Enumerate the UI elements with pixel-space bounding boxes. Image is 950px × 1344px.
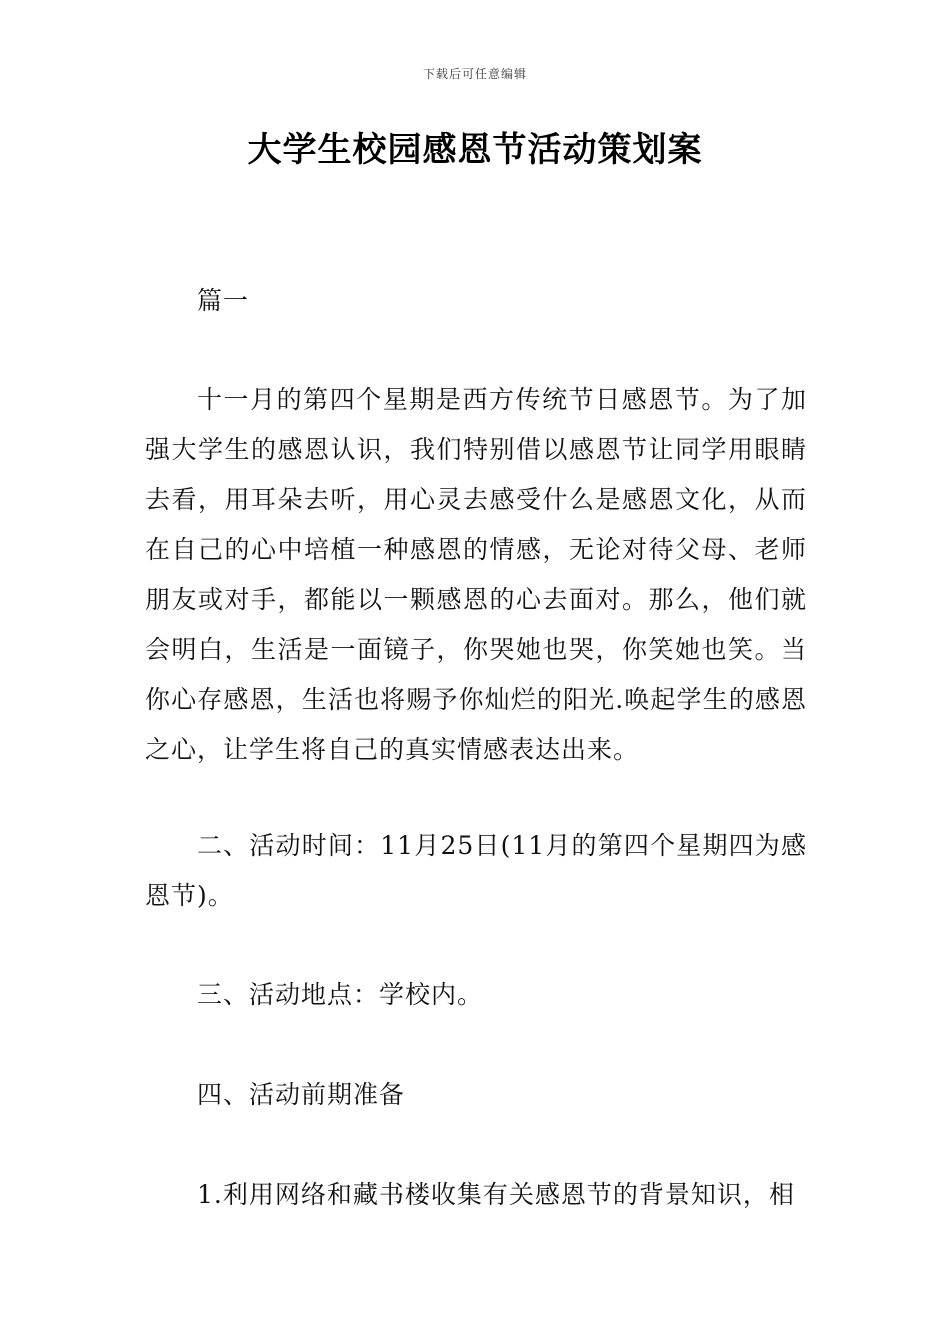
header-note: 下载后可任意编辑 [422, 67, 527, 81]
preparation-item-1: 1.利用网络和藏书楼收集有关感恩节的背景知识，相 [197, 1180, 795, 1209]
section-label: 篇一 [197, 286, 250, 315]
activity-time-paragraph: 二、活动时间：11月25日(11月的第四个星期四为感恩节)。 [145, 831, 807, 910]
document-title: 大学生校园感恩节活动策划案 [247, 130, 703, 170]
intro-paragraph: 十一月的第四个星期是西方传统节日感恩节。为了加强大学生的感恩认识，我们特别借以感恩节让同学用眼睛去看，用耳朵去听，用心灵去感受什么是感恩文化，从而在自己的心中培植一种感恩的情感，无论对待父母、老师朋友或对手，都能以一颗感恩的心去面对。那么，他们就会明白，生活是一面镜子，你哭她也哭，你笑她也笑。当你心存感恩，生活也将赐予你灿烂的阳光.唤起学生的感恩之心，让学生将自己的真实情感表达出来。 [145, 385, 807, 764]
activity-place-paragraph: 三、活动地点：学校内。 [197, 980, 484, 1009]
preparation-heading: 四、活动前期准备 [197, 1080, 406, 1109]
